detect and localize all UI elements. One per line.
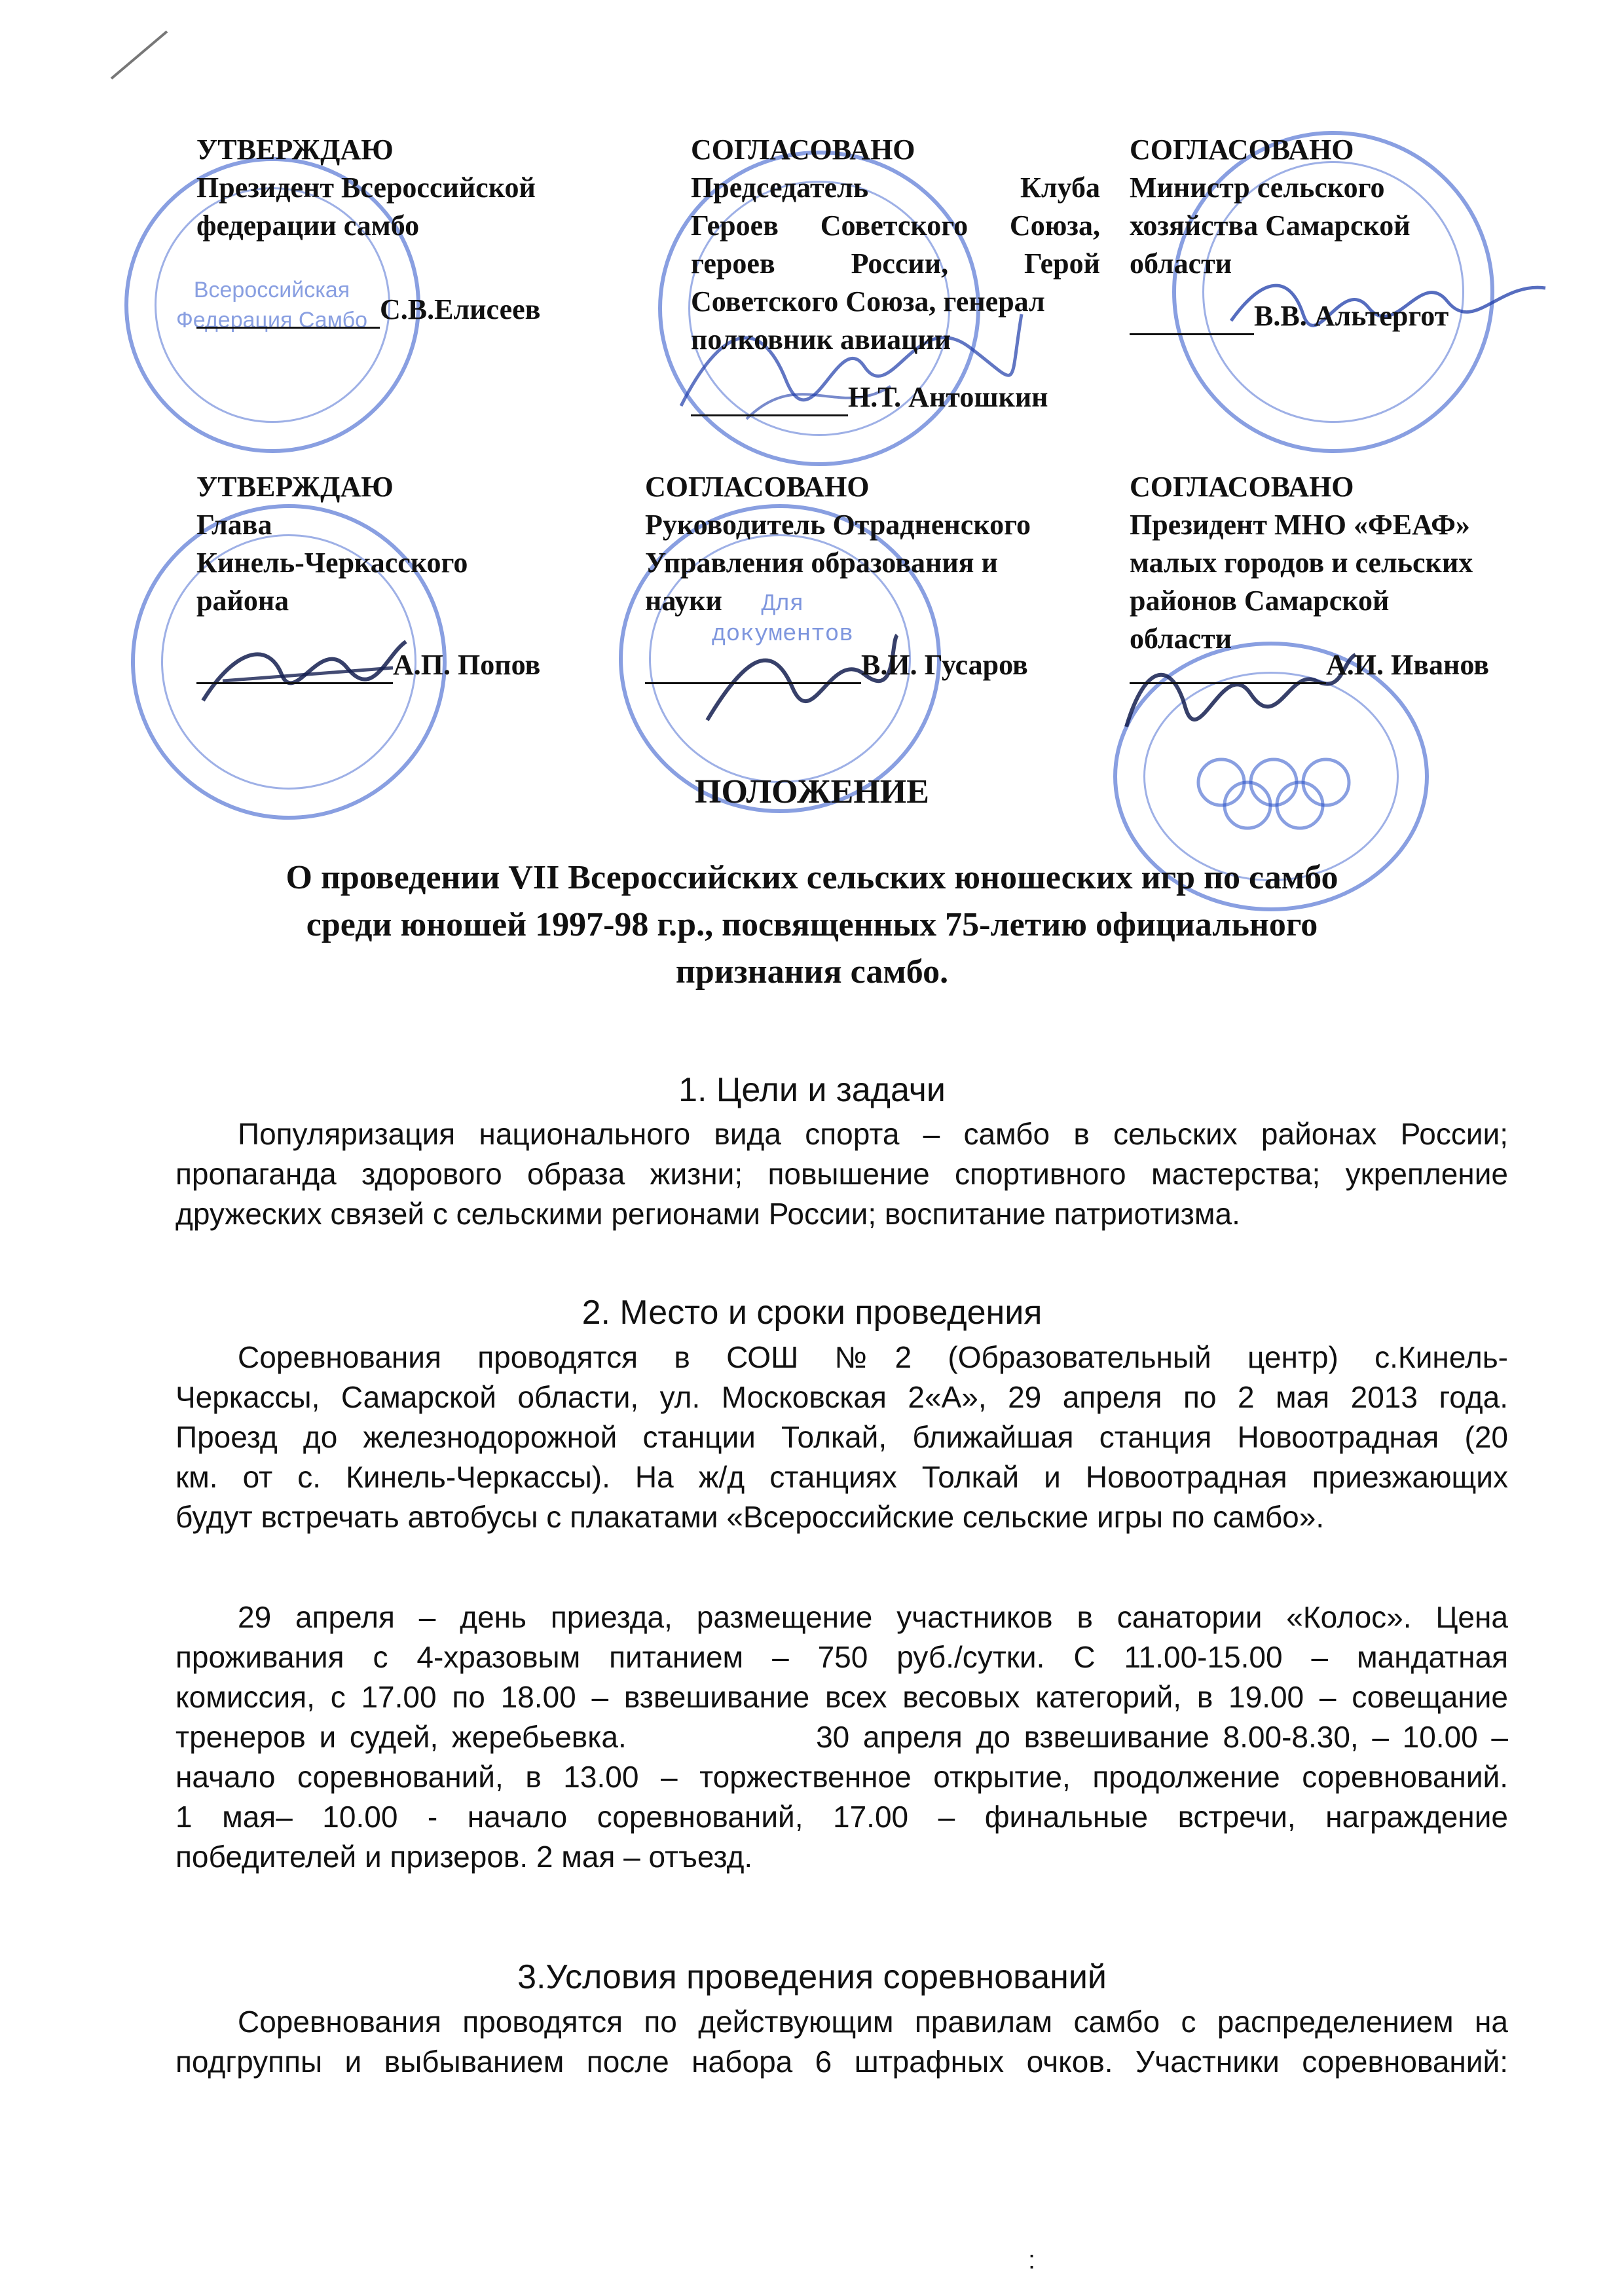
- section-heading-goals: 1. Цели и задачи: [678, 1071, 946, 1109]
- approval-position-line: Кинель-Черкасского: [196, 547, 468, 579]
- signature-underline: [1130, 304, 1254, 335]
- paragraph-line: дружеских связей с сельскими регионами России; воспитание патриотизма.: [175, 1197, 1240, 1231]
- approval-signature-line: [196, 646, 589, 684]
- section-body-place-dates: [175, 1338, 1508, 1537]
- approval-block-education-department: [645, 468, 1103, 684]
- approval-signature-line: [1130, 646, 1536, 684]
- approval-position-line: Руководитель Отрадненского: [645, 509, 1031, 541]
- paragraph-line: победителей и призеров. 2 мая – отъезд.: [175, 1840, 753, 1874]
- paragraph-line: Соревнования проводятся в СОШ №2 (Образовательный центр) с.Кинель-: [238, 1340, 1508, 1374]
- section-body-schedule: [175, 1597, 1508, 1877]
- approval-position-line: Президент МНО «ФЕАФ»: [1130, 509, 1470, 541]
- approval-title: УТВЕРЖДАЮ: [196, 471, 394, 503]
- approval-block-heroes-club: [691, 131, 1100, 416]
- signature-underline: [196, 653, 393, 684]
- approval-position-line: Глава: [196, 509, 272, 541]
- paragraph-line: Проезд до железнодорожной станции Толкай, ближайшая станция Новоотрадная (20: [175, 1420, 1508, 1454]
- paragraph-line: проживания с 4-хразовым питанием – 750 руб./сутки. С 11.00-15.00 – мандатная: [175, 1640, 1508, 1674]
- paragraph-line: будут встречать автобусы с плакатами «Всероссийские сельские игры по самбо».: [175, 1500, 1325, 1534]
- paragraph-line: пропаганда здорового образа жизни; повышение спортивного мастерства; укрепление: [175, 1157, 1508, 1191]
- section-heading-conditions: 3.Условия проведения соревнований: [517, 1958, 1107, 1996]
- approval-signatory-name: В.В. Альтергот: [1254, 300, 1449, 332]
- paragraph-line: Черкассы, Самарской области, ул. Московская 2«А», 29 апреля по 2 мая 2013 года.: [175, 1380, 1508, 1414]
- stamp-federation-text: Всероссийская Федерация Самбо: [175, 278, 368, 333]
- approval-signature-line: [645, 646, 1103, 684]
- approval-signatory-name: С.В.Елисеев: [380, 293, 541, 325]
- approval-signatory-name: А.П. Попов: [393, 649, 541, 681]
- section-body-goals: [175, 1114, 1508, 1234]
- approval-signature-line: [691, 378, 1100, 416]
- approval-position-line: районов Самарской: [1130, 585, 1390, 617]
- section-body-conditions: [175, 2002, 1508, 2082]
- approval-position-line: области: [1130, 623, 1232, 655]
- document-title: ПОЛОЖЕНИЕ: [695, 773, 929, 811]
- paragraph-line: тренеров и судей, жеребьевка. 30 апреля до взвешивание 8.00-8.30, – 10.00 –: [175, 1720, 1508, 1754]
- approval-block-feaf-president: [1130, 468, 1536, 684]
- paragraph-line: Популяризация национального вида спорта – самбо в сельских районах России;: [238, 1117, 1508, 1151]
- approval-position-line: науки: [645, 585, 722, 617]
- paragraph-line: 1 мая– 10.00 - начало соревнований, 17.00 – финальные встречи, награждение: [175, 1800, 1508, 1834]
- signature-underline: [691, 386, 848, 416]
- signature-underline: [196, 298, 380, 329]
- document-subtitle: [196, 854, 1428, 996]
- approval-block-agriculture-minister: [1130, 131, 1496, 335]
- paragraph-line: км. от с. Кинель-Черкассы). На ж/д станциях Толкай и Новоотрадная приезжающих: [175, 1460, 1508, 1494]
- approval-signatory-name: В.И. Гусаров: [861, 649, 1028, 681]
- approval-signature-line: [1130, 297, 1496, 335]
- approval-title: СОГЛАСОВАНО: [1130, 134, 1354, 166]
- paragraph-line: Соревнования проводятся по действующим правилам самбо с распределением на: [238, 2005, 1508, 2039]
- approval-signatory-name: Н.Т. Антошкин: [848, 381, 1048, 413]
- subtitle-line: среди юношей 1997-98 г.р., посвященных 75-летию официального: [306, 906, 1318, 943]
- approval-title: СОГЛАСОВАНО: [691, 134, 915, 166]
- approval-position-line: героев России, Герой: [691, 247, 1100, 280]
- subtitle-line: признания самбо.: [675, 953, 949, 991]
- approval-position-line: хозяйства Самарской: [1130, 210, 1411, 242]
- approval-title: УТВЕРЖДАЮ: [196, 134, 394, 166]
- approval-position-line: Президент Всероссийской: [196, 172, 536, 204]
- approval-title: СОГЛАСОВАНО: [645, 471, 870, 503]
- approval-position-line: района: [196, 585, 289, 617]
- approval-position-line: малых городов и сельских: [1130, 547, 1473, 579]
- approval-signatory-name: А.И. Иванов: [1326, 649, 1490, 681]
- approval-position-line: полковник авиации: [691, 323, 951, 355]
- paragraph-line: начало соревнований, в 13.00 – торжественное открытие, продолжение соревнований.: [175, 1760, 1508, 1794]
- approval-position-line: области: [1130, 247, 1232, 280]
- approval-position-line: Министр сельского: [1130, 172, 1385, 204]
- section-heading-place-dates: 2. Место и сроки проведения: [581, 1294, 1043, 1332]
- stamp-education-text: Для документов: [711, 591, 854, 647]
- footer-mark: :: [1028, 2246, 1036, 2274]
- approval-signature-line: [196, 291, 616, 329]
- approval-position-line: федерации самбо: [196, 210, 420, 242]
- approval-block-federation-president: [196, 131, 616, 329]
- paragraph-line: комиссия, с 17.00 по 18.00 – взвешивание всех весовых категорий, в 19.00 – совещание: [175, 1680, 1508, 1714]
- approval-position-line: Управления образования и: [645, 547, 998, 579]
- signature-underline: [1130, 653, 1326, 684]
- paragraph-line: 29 апреля – день приезда, размещение участников в санатории «Колос». Цена: [238, 1600, 1508, 1634]
- pencil-mark-icon: [105, 26, 177, 85]
- approval-title: СОГЛАСОВАНО: [1130, 471, 1354, 503]
- approval-position-line: Героев Советского Союза,: [691, 210, 1100, 242]
- approval-block-district-head: [196, 468, 589, 684]
- approval-position-line: Председатель Клуба: [691, 172, 1100, 204]
- signature-underline: [645, 653, 861, 684]
- paragraph-line: подгруппы и выбыванием после набора 6 штрафных очков. Участники соревнований:: [175, 2045, 1508, 2079]
- approval-position-line: Советского Союза, генерал: [691, 285, 1045, 318]
- subtitle-line: О проведении VII Всероссийских сельских юношеских игр по самбо: [286, 859, 1338, 896]
